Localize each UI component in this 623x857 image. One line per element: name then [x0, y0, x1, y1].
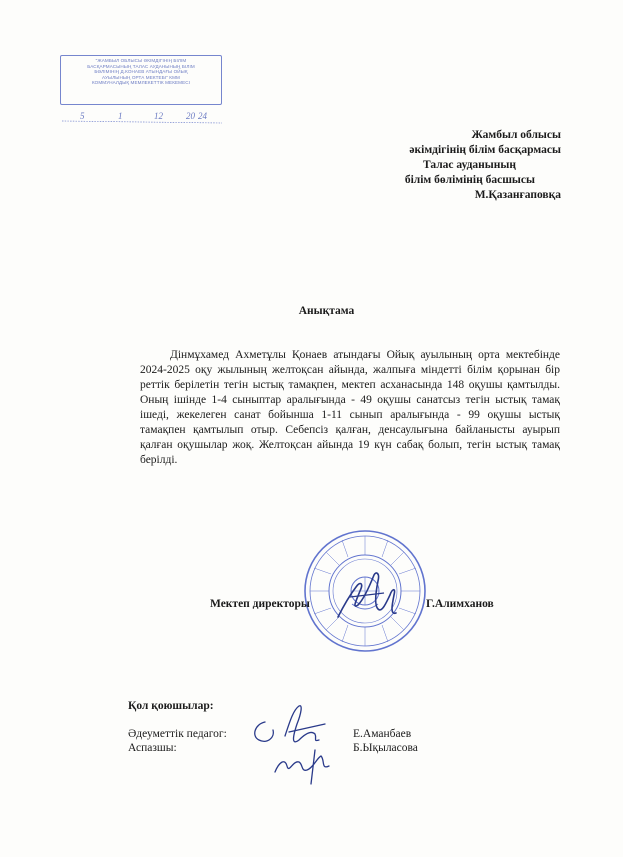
- addressee-line: М.Қазанғаповқа: [474, 189, 561, 201]
- registration-underline-icon: [58, 53, 226, 125]
- director-name: Г.Алимханов: [426, 598, 494, 610]
- director-line: [210, 598, 540, 610]
- registration-year: 24: [198, 111, 207, 121]
- signer-name: Б.Ықыласова: [353, 742, 418, 754]
- signer-role: Аспазшы:: [128, 742, 177, 754]
- signers-title: Қол қоюшылар:: [128, 700, 214, 712]
- document-body: Дінмұхамед Ахметұлы Қонаев атындағы Ойық ауылының орта мектебінде 2024-2025 оқу жылының желтоқсан айында, жалпыға міндетті білім қорынан бір реттік берілетін тегін ыстық тамақпен, мектеп асханасында 148 оқушы қамтылды. Оның ішінде 1-4 сыныптар аралығында - 49 оқушы санатсыз тегін ыстық тамақ ішеді, жекелеген санат бойынша 1-11 сынып аралығында - 99 оқушы ыстық тамақпен қамтылып отыр. Себепсіз қалған, денсаулығына байланысты ауырып қалған оқушылар жоқ. Желтоқсан айында 19 күн сабақ болып, тегін ыстық тамақ берілді.: [140, 349, 560, 466]
- registration-stamp-line: БӨЛІМІНІҢ Д.КОНАЕВ АТЫНДАҒЫ ОЙЫҚ: [94, 69, 188, 75]
- registration-stamp: [58, 53, 226, 125]
- signer-row: [128, 742, 468, 757]
- addressee-line: Жамбыл облысы: [471, 129, 561, 141]
- registration-stamp-line: БАСҚАРМАСЫНЫҢ ТАЛАС АУДАНЫНЫҢ БІЛІМ: [87, 63, 195, 69]
- round-seal-icon: [302, 528, 428, 654]
- addressee-line: білім бөлімінің басшысы: [404, 174, 535, 186]
- addressee-line: Талас ауданының: [422, 159, 516, 171]
- registration-stamp-line: КОММУНАЛДЫҚ МЕМЛЕКЕТТІК МЕКЕМЕСІ: [91, 80, 191, 86]
- registration-number-suffix: 1: [118, 111, 123, 121]
- registration-year-prefix: 20: [186, 111, 195, 121]
- addressee-line: әкімдігінің білім басқармасы: [409, 144, 561, 156]
- registration-stamp-line: "ЖАМБЫЛ ОБЛЫСЫ ӘКІМДІГІНІҢ БІЛІМ: [95, 58, 187, 63]
- signer-name: Е.Аманбаев: [353, 728, 412, 740]
- signer-role: Әдеуметтік педагог:: [128, 728, 227, 740]
- addressee-block: [301, 128, 561, 203]
- document-title: Анықтама: [298, 305, 355, 317]
- registration-stamp-line: АУЫЛЫНЫҢ ОРТА МЕКТЕБІ" КММ: [102, 74, 180, 80]
- director-position: Мектеп директоры: [210, 598, 310, 610]
- registration-month: 12: [154, 111, 163, 121]
- signer-row: [128, 728, 468, 743]
- registration-number: 5: [80, 111, 85, 121]
